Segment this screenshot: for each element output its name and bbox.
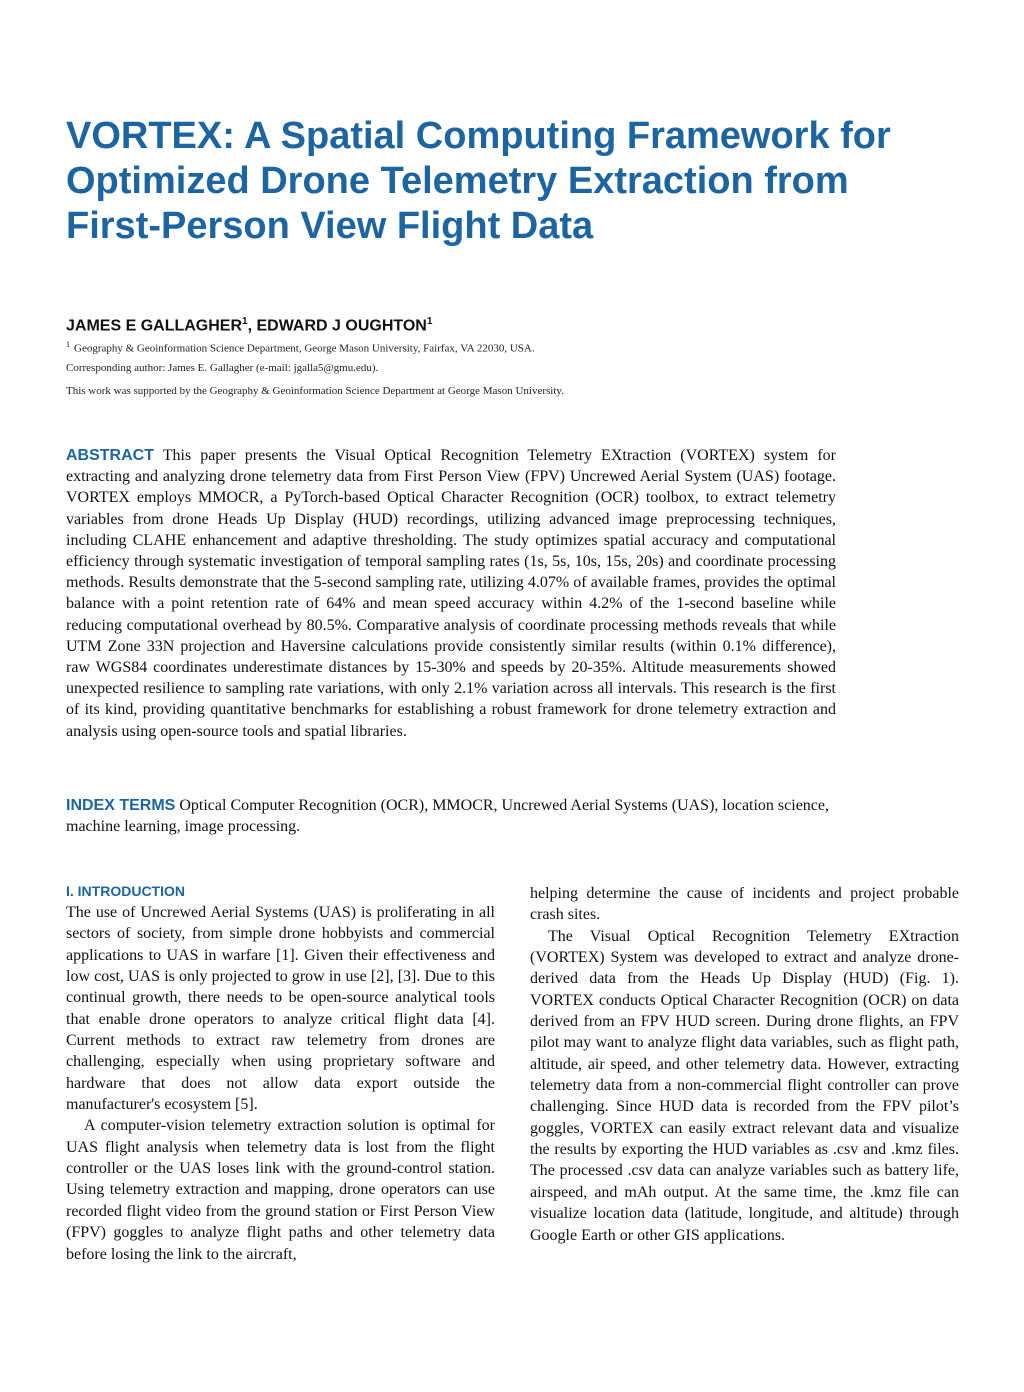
- author-name: JAMES E GALLAGHER: [66, 317, 243, 335]
- abstract: [66, 445, 836, 742]
- affiliation-mark: 1: [66, 340, 70, 349]
- affiliation-text: Geography & Geoinformation Science Department, George Mason University, Fairfax, VA 22030, USA.: [74, 342, 535, 355]
- index-terms-text: Optical Computer Recognition (OCR), MMOCR, Uncrewed Aerial Systems (UAS), location science, machine learning, image processing.: [66, 797, 830, 835]
- corresponding-author: Corresponding author: James E. Gallagher (e-mail: jgalla5@gmu.edu).: [66, 362, 379, 374]
- index-terms: [66, 795, 836, 837]
- body-paragraph: The use of Uncrewed Aerial Systems (UAS) is proliferating in all sectors of society, from simple drone hobbyists and commercial applications to UAS in warfare [1]. Given their effectiveness and low cost, UAS is only projected to grow in use [2], [3]. Due to this continual growth, there needs to be open-source analytical tools that enable drone operators to analyze critical flight data [4]. Current methods to extract raw telemetry from drones are challenging, especially when using proprietary software and hardware that does not allow data export outside the manufacturer's ecosystem [5].: [66, 904, 495, 1114]
- abstract-text: This paper presents the Visual Optical Recognition Telemetry EXtraction (VORTEX) system for extracting and analyzing drone telemetry data from First Person View (FPV) Uncrewed Aerial System (UAS) footage. VORTEX employs MMOCR, a PyTorch-based Optical Character Recognition (OCR) toolbox, to extract telemetry variables from drone Heads Up Display (HUD) recordings, utilizing advanced image preprocessing techniques, including CLAHE enhancement and adaptive thresholding. The study optimizes spatial accuracy and computational efficiency through systematic investigation of temporal sampling rates (1s, 5s, 10s, 15s, 20s) and coordinate processing methods. Results demonstrate that the 5-second sampling rate, utilizing 4.07% of available frames, provides the optimal balance with a point retention rate of 64% and mean speed accuracy within 4.2% of the 1-second baseline while reducing computational overhead by 80.5%. Comparative analysis of coordinate processing methods reveals that while UTM Zone 33N projection and Haversine calculations provide consistently similar results (within 0.1% difference), raw WGS84 coordinates underestimate distances by 15-30% and speeds by 20-35%. Altitude measurements showed unexpected resilience to sampling rate variations, with only 2.1% variation across all intervals. This research is the first of its kind, providing quantitative benchmarks for establishing a robust framework for drone telemetry extraction and analysis using open-source tools and spatial libraries.: [66, 447, 836, 740]
- body-paragraph: A computer-vision telemetry extraction solution is optimal for UAS flight analysis when telemetry data is lost from the flight controller or the UAS loses link with the ground-control station. Using telemetry extraction and mapping, drone operators can use recorded flight video from the ground station or First Person View (FPV) goggles to analyze flight paths and other telemetry data before losing the link to the aircraft,: [66, 1117, 495, 1263]
- right-column: [530, 883, 959, 1246]
- left-column: [66, 880, 495, 1265]
- index-terms-label: INDEX TERMS: [66, 797, 176, 814]
- affiliation: [66, 338, 966, 356]
- author-list: [66, 316, 432, 335]
- body-paragraph: helping determine the cause of incidents and project probable crash sites.: [530, 885, 959, 924]
- author-affiliation-mark: 1: [242, 316, 248, 327]
- abstract-label: ABSTRACT: [66, 447, 154, 464]
- author-separator: ,: [247, 317, 257, 335]
- section-heading: I. INTRODUCTION: [66, 883, 185, 899]
- paper-title: VORTEX: A Spatial Computing Framework for Optimized Drone Telemetry Extraction from First-Person View Flight Data: [66, 115, 891, 247]
- author-name: EDWARD J OUGHTON: [256, 317, 427, 335]
- author-affiliation-mark: 1: [426, 316, 433, 327]
- funding-note: This work was supported by the Geography & Geoinformation Science Department at George Mason University.: [66, 385, 564, 397]
- body-paragraph: The Visual Optical Recognition Telemetry EXtraction (VORTEX) System was developed to extract and analyze drone-derived data from the Heads Up Display (HUD) (Fig. 1). VORTEX conducts Optical Character Recognition (OCR) on data derived from an FPV HUD screen. During drone flights, an FPV pilot may want to analyze flight data variables, such as flight path, altitude, air speed, and other telemetry data. However, extracting telemetry data from a non-commercial flight controller can prove challenging. Since HUD data is recorded from the FPV pilot’s goggles, VORTEX can easily extract relevant data and visualize the results by exporting the HUD variables as .csv and .kmz files. The processed .csv data can analyze variables such as battery life, airspeed, and mAh output. At the same time, the .kmz file can visualize location data (latitude, longitude, and altitude) through Google Earth or other GIS applications.: [530, 927, 959, 1244]
